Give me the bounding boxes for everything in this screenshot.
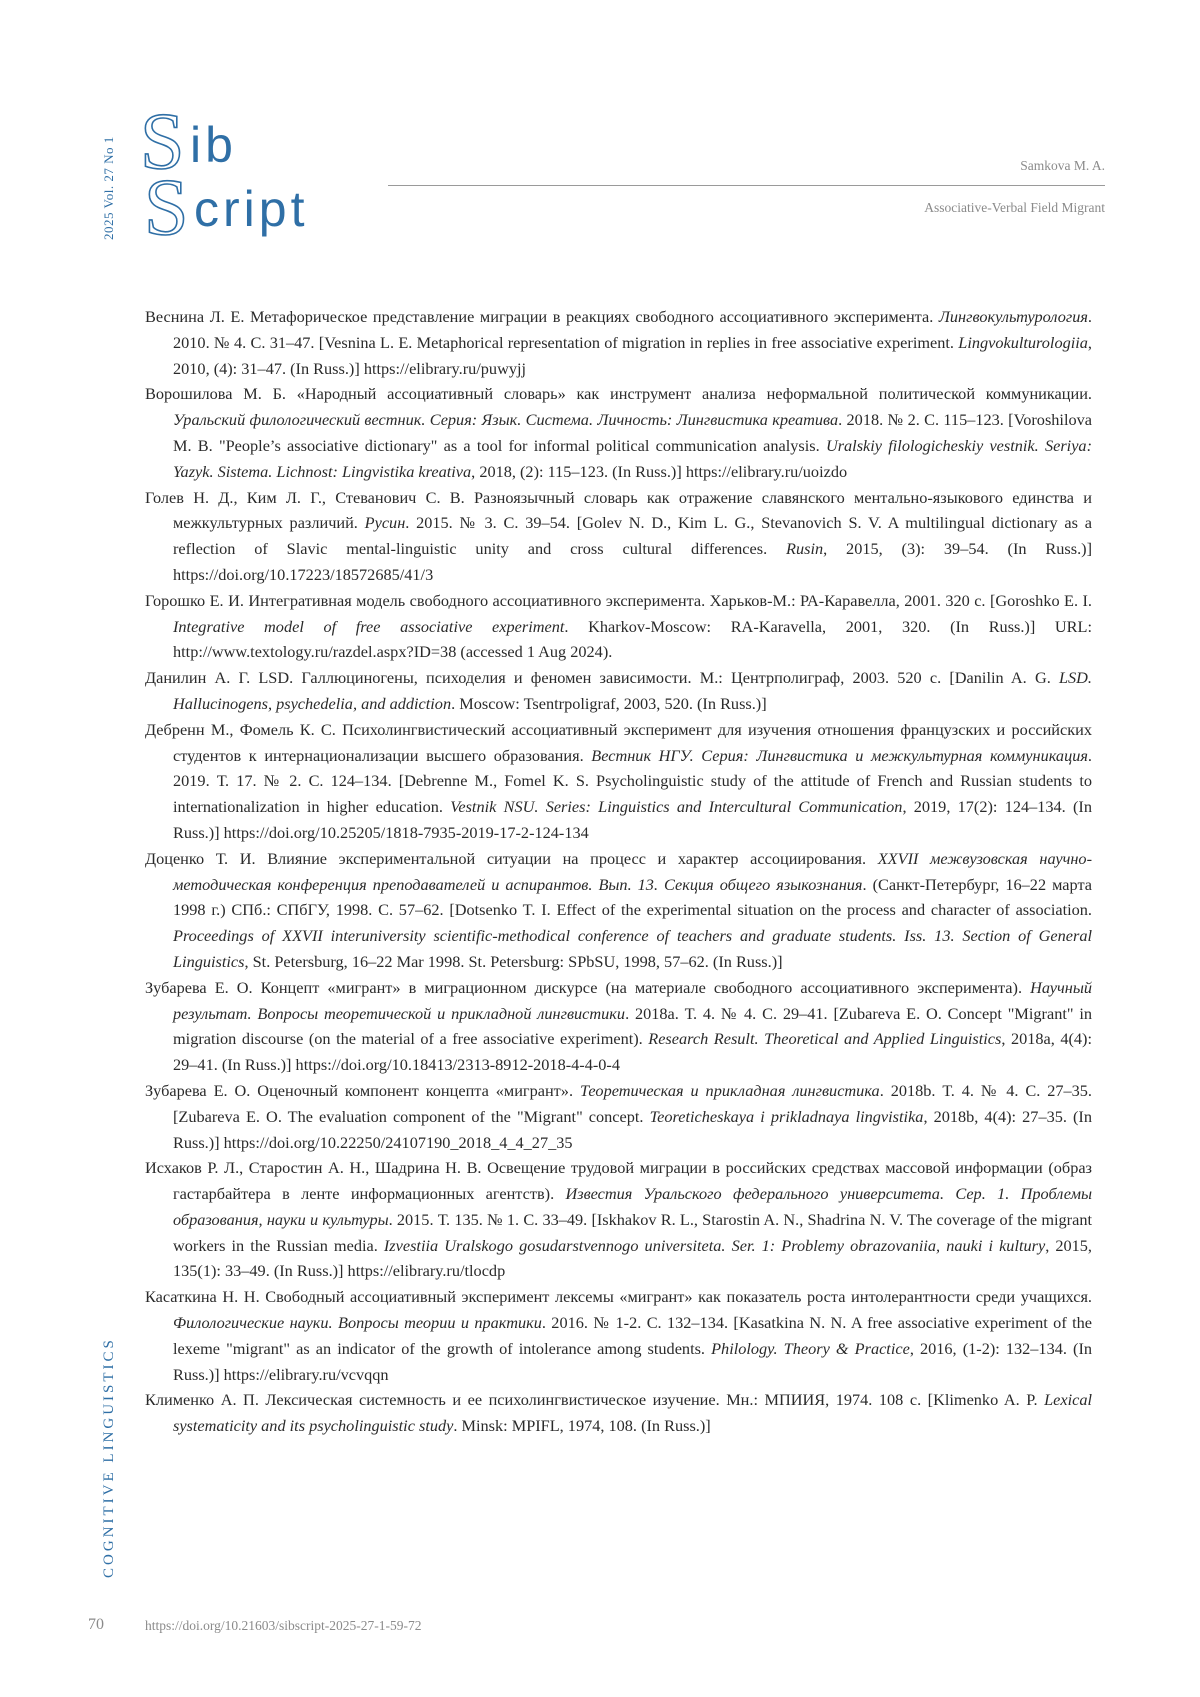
reference-text: , 2018b, 4(4): 27–35. (In Russ.)] https://doi.org/10.22250/24107190_2018_4_4_27_35 [173,1106,1092,1152]
reference-text: . 2018b. Т. 4. № 4. С. 27–35. [Zubareva E. O. The evaluation component of the "Migrant" concept. [173,1080,1092,1126]
reference-list [145,304,1092,1439]
header-divider [388,185,1105,186]
reference-source-title: Русин [364,513,406,533]
reference-text: . 2015. Т. 135. № 1. С. 33–49. [Iskhakov R. L., Starostin A. N., Shadrina N. V. The coverage of the migrant workers in the Russian media. [173,1209,1092,1255]
reference-text: Веснина Л. Е. Метафорическое представление миграции в реакциях свободного ассоциативного эксперимента. [145,307,939,326]
reference-item [145,485,1092,588]
reference-item [145,717,1092,846]
reference-text: . 2018. № 2. С. 115–123. [Voroshilova M. B. "People’s associative dictionary" as a tool for informal political communication analysis. [173,410,1092,455]
reference-item [145,665,1092,717]
reference-text: . Moscow: Tsentrpoligraf, 2003, 520. (In Russ.)] [451,693,767,713]
reference-text: . Kharkov-Moscow: RA-Karavella, 2001, 320. (In Russ.)] URL: http://www.textology.ru/razdel.aspx?ID=38 (accessed 1 Aug 2024). [173,616,1092,662]
reference-text: . Minsk: MPIFL, 1974, 108. (In Russ.)] [453,1416,711,1436]
reference-source-title: Известия Уральского федерального университета. Сер. 1. Проблемы образования, науки и культуры [173,1184,1092,1229]
reference-text: , 2019, 17(2): 124–134. (In Russ.)] https://doi.org/10.25205/1818-7935-2019-17-2-124-134 [173,797,1092,842]
reference-source-title: Уральский филологический вестник. Серия: Язык. Система. Личность: Лингвистика креатива [173,410,839,430]
reference-source-title: Филологические науки. Вопросы теории и практики [173,1313,542,1333]
reference-text: , 2015, 135(1): 33–49. (In Russ.)] https://elibrary.ru/tlocdp [173,1235,1092,1281]
reference-text: Зубарева Е. О. Оценочный компонент концепта «мигрант». [145,1080,580,1100]
reference-item [145,1155,1092,1284]
reference-source-title: Izvestiia Uralskogo gosudarstvennogo universiteta. Ser. 1: Problemy obrazovaniia, nauki i kultury [383,1235,1046,1255]
footer-doi: https://doi.org/10.21603/sibscript-2025-27-1-59-72 [145,1618,422,1633]
reference-source-title: Научный результат. Вопросы теоретической и прикладной лингвистики [173,977,1092,1023]
sibscript-logo-icon [140,102,370,242]
reference-text: Доценко Т. И. Влияние экспериментальной ситуации на процесс и характер ассоциирования. [145,848,878,868]
reference-text: . (Санкт-Петербург, 16–22 марта 1998 г.) СПб.: СПбГУ, 1998. С. 57–62. [Dotsenko T. I. Effect of the experimental situation on the process and character of association. [173,874,1092,920]
reference-text: Касаткина Н. Н. Свободный ассоциативный эксперимент лексемы «мигрант» как показатель роста интолерантности среди учащихся. [145,1287,1092,1307]
reference-item [145,975,1092,1078]
reference-source-title: Uralskiy filologicheskiy vestnik. Seriya: Yazyk. Sistema. Lichnost: Lingvistika kreativa [173,435,1092,481]
reference-text: , 2010, (4): 31–47. (In Russ.)] https://elibrary.ru/puwyjj [173,332,1092,378]
reference-source-title: Теоретическая и прикладная лингвистика [579,1080,880,1100]
reference-source-title: Lexical systematicity and its psycholinguistic study [173,1390,1092,1436]
reference-text: Зубарева Е. О. Концепт «мигрант» в миграционном дискурсе (на материале свободного ассоциативного эксперимента). [145,977,1031,997]
reference-source-title: Лингвокультурология [938,307,1088,326]
reference-text: Данилин А. Г. LSD. Галлюциногены, психоделия и феномен зависимости. М.: Центрполиграф, 2003. 520 с. [Danilin A. G. [145,668,1059,688]
reference-source-title: LSD. Hallucinogens, psychedelia, and addiction [173,668,1092,713]
reference-source-title: XXVII межвузовская научно-методическая конференция преподавателей и аспирантов. Вып. 13. Секция общего языкознания [173,848,1092,894]
reference-source-title: Philology. Theory & Practice [711,1338,910,1358]
reference-text: , 2018a, 4(4): 29–41. (In Russ.)] https://doi.org/10.18413/2313-8912-2018-4-4-0-4 [173,1029,1092,1075]
journal-volume-label: 2025 Vol. 27 No 1 [101,136,116,240]
reference-item [145,1284,1092,1387]
reference-item [145,381,1092,484]
reference-source-title: Vestnik NSU. Series: Linguistics and Intercultural Communication [450,797,903,817]
reference-text: . 2018a. Т. 4. № 4. С. 29–41. [Zubareva E. O. Concept "Migrant" in migration discourse (on the material of a free associative experiment). [173,1003,1093,1049]
reference-text: Исхаков Р. Л., Старостин А. Н., Шадрина Н. В. Освещение трудовой миграции в российских средствах массовой информации (образ гастарбайтера в ленте информационных агентств). [145,1158,1092,1204]
reference-text: , 2016, (1-2): 132–134. (In Russ.)] https://elibrary.ru/vcvqqn [173,1338,1093,1384]
logo-letter-bottom: S [144,164,189,242]
reference-source-title: Lingvokulturologiia [958,332,1088,352]
reference-source-title: Proceedings of XXVII interuniversity scientific-methodical conference of teachers and graduate students. Iss. 13. Section of General Linguistics [173,926,1092,971]
logo-text-cript: cript [194,181,309,237]
reference-source-title: Rusin [786,539,824,559]
logo-letter-top: S [140,102,185,186]
reference-source-title: Research Result. Theoretical and Applied Linguistics [648,1029,1002,1049]
running-header-author: Samkova M. A. [1020,158,1105,173]
reference-item [145,588,1092,665]
reference-text: . 2016. № 1-2. С. 132–134. [Kasatkina N. N. A free associative experiment of the lexeme "migrant" as an indicator of the growth of intolerance among students. [173,1313,1093,1358]
reference-text: Ворошилова М. Б. «Народный ассоциативный словарь» как инструмент анализа неформальной политической коммуникации. [145,384,1092,404]
reference-item [145,1387,1092,1439]
section-label: COGNITIVE LINGUISTICS [101,1337,117,1578]
reference-text: , 2015, (3): 39–54. (In Russ.)] https://doi.org/10.17223/18572685/41/3 [173,539,1092,584]
reference-text: Дебренн М., Фомель К. С. Психолингвистический ассоциативный эксперимент для изучения отношения французских и российских студентов к интернационализации высшего образования. [145,719,1092,765]
reference-source-title: Вестник НГУ. Серия: Лингвистика и межкультурная коммуникация [591,745,1088,765]
reference-source-title: Teoreticheskaya i prikladnaya lingvistika [649,1106,924,1126]
reference-text: Голев Н. Д., Ким Л. Г., Стеванович С. В. Разноязычный словарь как отражение славянского ментально-языкового единства и межкультурных различий. [145,487,1092,533]
reference-text: . 2015. № 3. С. 39–54. [Golev N. D., Kim L. G., Stevanovich S. V. A multilingual dictionary as a reflection of Slavic mental-linguistic unity and cross cultural differences. [173,513,1092,559]
reference-item [145,846,1092,975]
running-header-title: Associative-Verbal Field Migrant [924,200,1105,215]
reference-text: , 2018, (2): 115–123. (In Russ.)] https://elibrary.ru/uoizdo [471,461,848,481]
reference-text: . 2019. Т. 17. № 2. С. 124–134. [Debrenne M., Fomel K. S. Psycholinguistic study of the attitude of French and Russian students to internationalization in higher education. [173,745,1092,817]
reference-text: . 2010. № 4. С. 31–47. [Vesnina L. E. Metaphorical representation of migration in replies in free associative experiment. [173,307,1092,352]
page-number: 70 [88,1616,104,1633]
reference-source-title: Integrative model of free associative experiment [173,616,565,636]
logo-text-ib: ib [190,117,237,173]
reference-item [145,1078,1092,1155]
journal-logo [140,102,370,242]
reference-text: Горошко Е. И. Интегративная модель свободного ассоциативного эксперимента. Харьков-М.: РА-Каравелла, 2001. 320 с. [Goroshko E. I. [145,590,1092,610]
reference-text: , St. Petersburg, 16–22 Mar 1998. St. Petersburg: SPbSU, 1998, 57–62. (In Russ.)] [244,951,783,971]
reference-item [145,304,1092,381]
reference-text: Клименко А. П. Лексическая системность и ее психолингвистическое изучение. Мн.: МПИИЯ, 1974. 108 с. [Klimenko A. P. [145,1390,1045,1410]
